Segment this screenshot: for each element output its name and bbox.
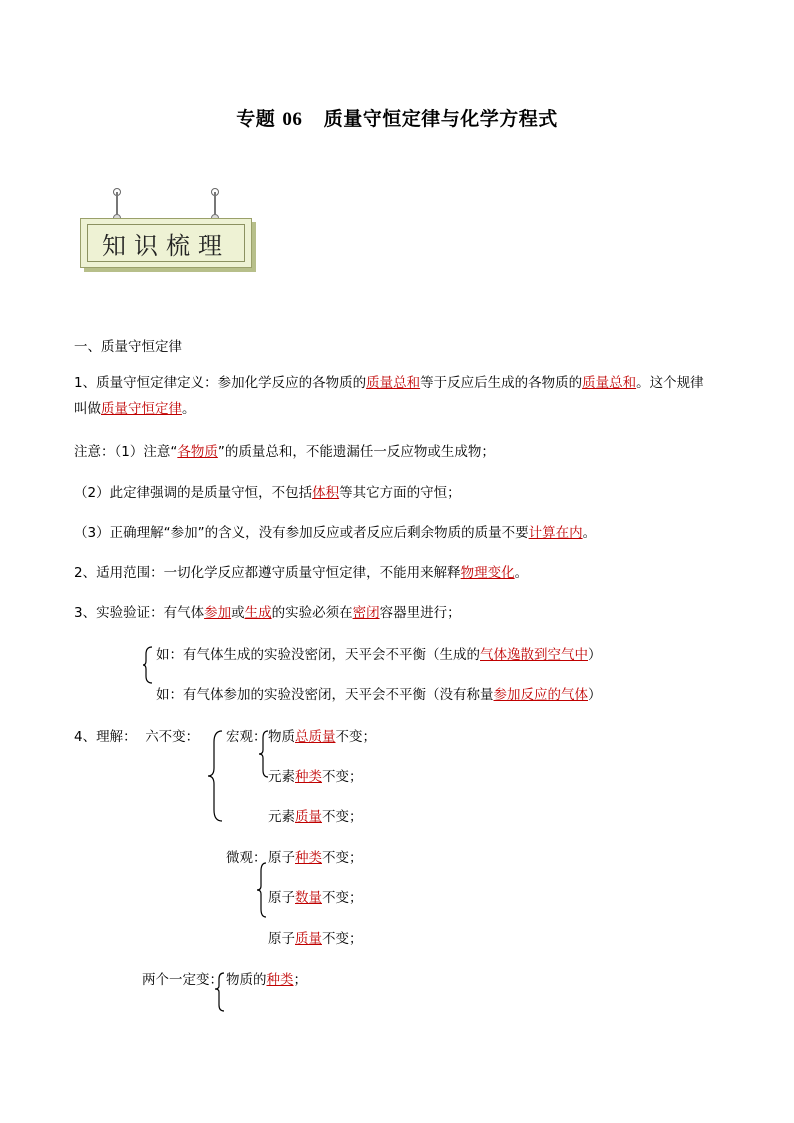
macro-item-2: 元素种类不变； [268,769,363,785]
example-1: 如：有气体生成的实验没密闭，天平会不平衡（生成的气体逸散到空气中） [156,647,602,663]
sign-label: 知识梳理 [87,224,245,262]
paragraph-definition-cont: 叫做质量守恒定律。 [74,401,196,417]
note-3: （3）正确理解“参加”的含义，没有参加反应或者反应后剩余物质的质量不要计算在内。 [74,525,597,541]
paragraph-experiment: 3、实验验证：有气体参加或生成的实验必须在密闭容器里进行； [74,605,461,621]
two-changes-item-1: 物质的种类； [226,972,307,988]
section-heading: 一、质量守恒定律 [74,339,182,355]
knowledge-sign [78,188,258,278]
paragraph-definition: 1、质量守恒定律定义：参加化学反应的各物质的质量总和等于反应后生成的各物质的质量总和。这个规律 [74,375,704,391]
note-1: 注意：（1）注意“各物质”的质量总和，不能遗漏任一反应物或生成物； [74,444,495,460]
example-2: 如：有气体参加的实验没密闭，天平会不平衡（没有称量参加反应的气体） [156,687,602,703]
sign-board [80,218,252,268]
curly-brace-icon [206,730,224,822]
curly-brace-icon [256,862,268,918]
macro-item-1: 物质总质量不变； [268,729,376,745]
note-2: （2）此定律强调的是质量守恒，不包括体积等其它方面的守恒； [74,485,461,501]
micro-item-1: 原子种类不变； [268,850,363,866]
micro-item-3: 原子质量不变； [268,931,363,947]
two-changes-label: 两个一定变： [142,972,223,988]
understanding-label: 4、理解： 六不变： [74,729,200,745]
title-text: 质量守恒定律与化学方程式 [323,108,558,130]
page-title [0,104,794,131]
micro-label: 微观： [226,850,267,866]
curly-brace-icon [142,646,154,684]
title-prefix: 专题 [236,108,276,130]
curly-brace-icon [214,972,226,1012]
macro-item-3: 元素质量不变； [268,809,363,825]
micro-item-2: 原子数量不变； [268,890,363,906]
title-number: 06 [282,109,303,130]
paragraph-scope: 2、适用范围：一切化学反应都遵守质量守恒定律，不能用来解释物理变化。 [74,565,529,581]
macro-label: 宏观： [226,729,267,745]
